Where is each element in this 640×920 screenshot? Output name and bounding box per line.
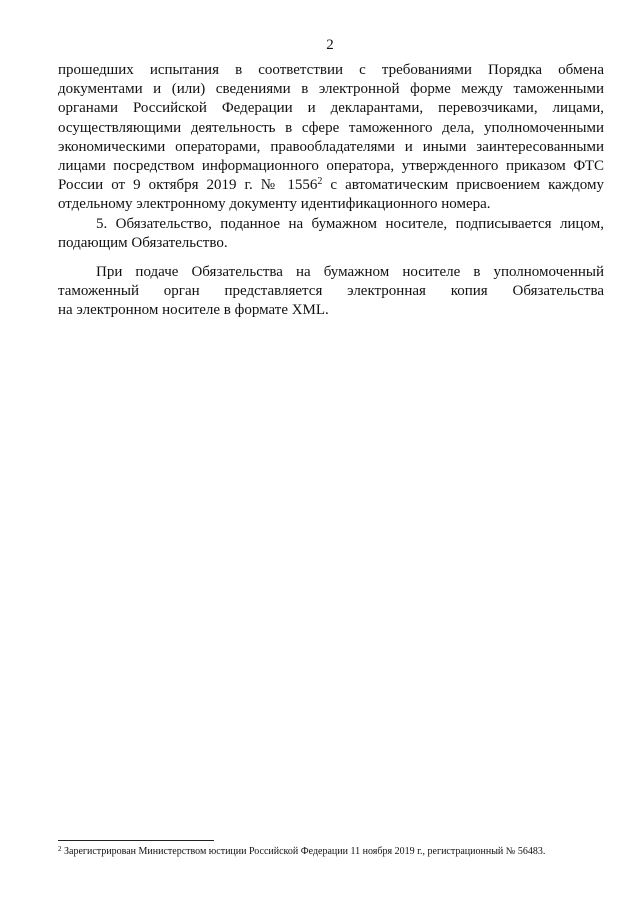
text-line: экономическими операторами, правообладателями и иными заинтересованными: [58, 138, 604, 155]
document-body: [58, 61, 604, 321]
text-line: При подаче Обязательства на бумажном носителе в уполномоченный: [96, 264, 604, 281]
text-line: на электронном носителе в формате XML.: [58, 302, 329, 319]
text-line: подающим Обязательство.: [58, 234, 228, 251]
text-line: прошедших испытания в соответствии с требованиями Порядка обмена: [58, 62, 604, 78]
text-line-with-footnote-ref: [58, 176, 604, 195]
paragraph-item-5: [58, 215, 604, 253]
text-fragment: России от 9 октября 2019 г. № 1556: [58, 177, 318, 194]
text-line: осуществляющими деятельность в сфере таможенного дела, уполномоченными: [58, 119, 604, 136]
page-number: 2: [326, 37, 334, 53]
text-line: лицами посредством информационного оператора, утвержденного приказом ФТС: [58, 158, 604, 175]
footnote: [58, 845, 618, 858]
text-line: отдельному электронному документу идентификационного номера.: [58, 196, 491, 213]
paragraph-continuation: [58, 61, 604, 215]
text-line: таможенный орган представляется электронная копия Обязательства: [58, 283, 604, 300]
text-line: 5. Обязательство, поданное на бумажном носителе, подписывается лицом,: [96, 215, 604, 232]
paragraph-paper-submission: [58, 263, 604, 321]
footnote-reference: 2: [317, 176, 323, 188]
footnote-text: Зарегистрирован Министерством юстиции Российской Федерации 11 ноября 2019 г., регистрационный № 56483.: [61, 846, 546, 857]
text-line: органами Российской Федерации и декларантами, перевозчиками, лицами,: [58, 100, 604, 117]
footnote-separator: [58, 840, 214, 841]
text-fragment: с автоматическим присвоением каждому: [322, 177, 604, 194]
text-line: документами и (или) сведениями в электронной форме между таможенными: [58, 81, 604, 98]
footnote-mark: 2: [58, 845, 62, 853]
